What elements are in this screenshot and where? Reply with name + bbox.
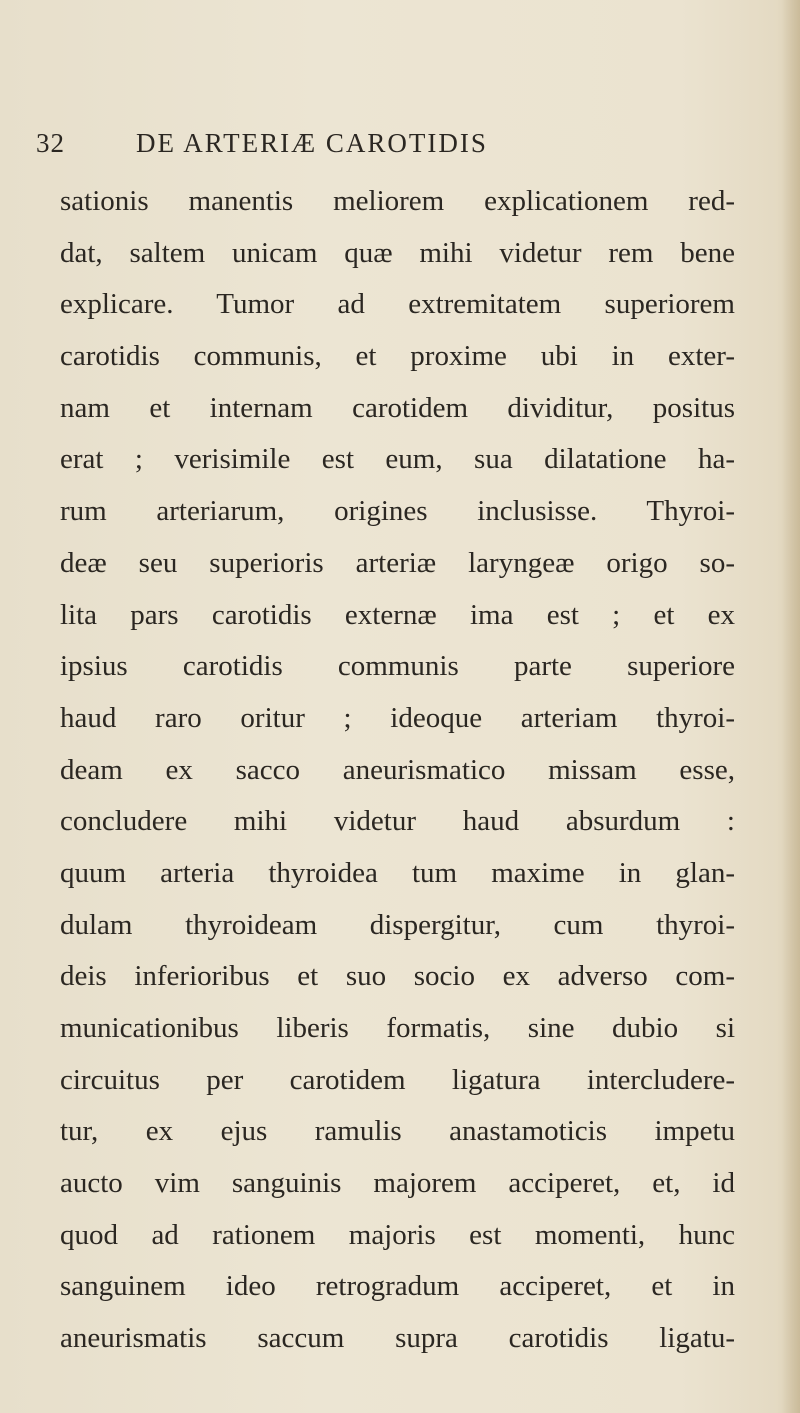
- text-line: tur, ex ejus ramulis anastamoticis impetu: [60, 1115, 735, 1148]
- text-line: explicare. Tumor ad extremitatem superiorem: [60, 288, 735, 321]
- text-line: deæ seu superioris arteriæ laryngeæ origo so-: [60, 546, 735, 579]
- text-line: aneurismatis saccum supra carotidis ligatu-: [60, 1322, 735, 1355]
- text-line: haud raro oritur ; ideoque arteriam thyroi-: [60, 701, 735, 734]
- body-text: [60, 176, 735, 1365]
- text-line: sanguinem ideo retrogradum acciperet, et in: [60, 1270, 735, 1303]
- text-line: carotidis communis, et proxime ubi in exter-: [60, 340, 735, 373]
- text-line: lita pars carotidis externæ ima est ; et ex: [60, 598, 735, 631]
- text-line: quod ad rationem majoris est momenti, hunc: [60, 1218, 735, 1251]
- page-header: [36, 128, 736, 164]
- text-line: quum arteria thyroidea tum maxime in glan-: [60, 856, 735, 889]
- text-line: ipsius carotidis communis parte superiore: [60, 650, 735, 683]
- text-line: circuitus per carotidem ligatura intercludere-: [60, 1063, 735, 1096]
- text-line: sationis manentis meliorem explicationem red-: [60, 185, 735, 217]
- running-head: DE ARTERIÆ CAROTIDIS: [136, 128, 488, 158]
- page-edge-shadow: [782, 0, 800, 1413]
- text-line: erat ; verisimile est eum, sua dilatatione ha-: [60, 443, 735, 476]
- text-line: dat, saltem unicam quæ mihi videtur rem bene: [60, 236, 735, 269]
- page-number: 32: [36, 128, 65, 158]
- text-line: deam ex sacco aneurismatico missam esse,: [60, 753, 735, 786]
- text-line: deis inferioribus et suo socio ex adverso com-: [60, 960, 735, 993]
- text-line: aucto vim sanguinis majorem acciperet, et, id: [60, 1167, 735, 1200]
- text-line: dulam thyroideam dispergitur, cum thyroi-: [60, 908, 735, 941]
- text-line: municationibus liberis formatis, sine dubio si: [60, 1012, 735, 1044]
- text-line: rum arteriarum, origines inclusisse. Thyroi-: [60, 495, 735, 528]
- text-line: concludere mihi videtur haud absurdum :: [60, 805, 735, 838]
- text-line: nam et internam carotidem dividitur, positus: [60, 391, 735, 424]
